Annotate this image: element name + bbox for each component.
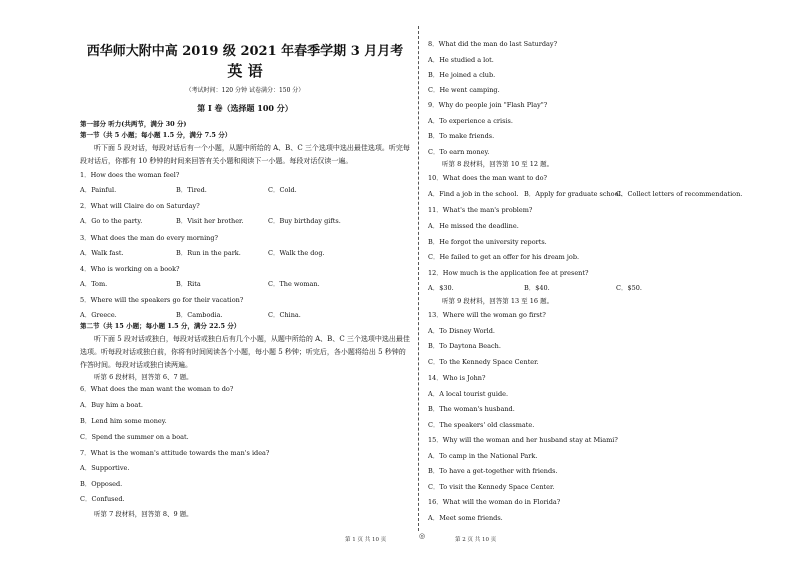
q4-option-b: B．Rita xyxy=(176,280,201,288)
q5-stem: 5．Where will the speakers go for their vacation? xyxy=(80,296,244,304)
q9-stem: 9．Why do people join "Flash Play"? xyxy=(428,101,548,109)
q16-option-a: A．Meet some friends. xyxy=(428,514,503,522)
q10-stem: 10．What does the man want to do? xyxy=(428,174,547,182)
q8-option-a: A．He studied a lot. xyxy=(428,56,494,64)
q12-option-a: A．$30. xyxy=(428,284,454,292)
q8-option-b: B．He joined a club. xyxy=(428,71,496,79)
listen-6-instruction: 听第 6 段材料，回答第 6、7 题。 xyxy=(94,373,193,381)
q2-option-a: A．Go to the party. xyxy=(80,217,143,225)
q3-option-a: A．Walk fast. xyxy=(80,249,124,257)
section2-subheading: 第二节（共 15 小题；每小题 1.5 分，满分 22.5 分） xyxy=(80,322,241,330)
q11-option-a: A．He missed the deadline. xyxy=(428,222,519,230)
q13-stem: 13．Where will the woman go first? xyxy=(428,311,546,319)
q4-option-c: C．The woman. xyxy=(268,280,320,288)
listen-7-instruction: 听第 7 段材料，回答第 8、9 题。 xyxy=(94,510,193,518)
q2-option-c: C．Buy birthday gifts. xyxy=(268,217,341,225)
section2-instructions: 听下面 5 段对话或独白，每段对话或独白后有几个小题，从题中所给的 A、B、C 三个选项中选出最佳选项。听每段对话或独白前，你将有时间阅读各个小题，每小题 5 秒钟；听完后，各小题将给出 5 秒钟的作答时间。每段对话或独白读两遍。 xyxy=(80,335,410,369)
q9-option-c: C．To earn money. xyxy=(428,148,490,156)
q3-stem: 3．What does the man do every morning? xyxy=(80,234,219,242)
q7-stem: 7．What is the woman's attitude towards the man's idea? xyxy=(80,449,270,457)
q5-option-b: B．Cambodia. xyxy=(176,311,223,319)
q11-option-c: C．He failed to get an offer for his dream job. xyxy=(428,253,580,261)
q15-option-c: C．To visit the Kennedy Space Center. xyxy=(428,483,555,491)
q13-option-c: C．To the Kennedy Space Center. xyxy=(428,358,539,366)
q4-stem: 4．Who is working on a book? xyxy=(80,265,180,273)
q12-option-b: B．$40. xyxy=(524,284,550,292)
q10-option-c: C．Collect letters of recommendation. xyxy=(616,190,743,198)
q1-option-b: B．Tired. xyxy=(176,186,207,194)
q10-option-b: B．Apply for graduate school. xyxy=(524,190,623,198)
left-page-number: 第 1 页 共 10 页 xyxy=(345,537,387,543)
q15-option-a: A．To camp in the National Park. xyxy=(428,452,538,460)
q1-option-a: A．Painful. xyxy=(80,186,117,194)
q8-option-c: C．He went camping. xyxy=(428,86,500,94)
q10-option-a: A．Find a job in the school. xyxy=(428,190,519,198)
q11-stem: 11．What's the man's problem? xyxy=(428,206,533,214)
q9-option-a: A．To experience a crisis. xyxy=(428,117,513,125)
q13-option-a: A．To Disney World. xyxy=(428,327,495,335)
exam-info: （考试时间：120 分钟 试卷满分：150 分） xyxy=(185,87,305,94)
q14-option-b: B．The woman's husband. xyxy=(428,405,515,413)
q14-stem: 14．Who is John? xyxy=(428,374,486,382)
right-page-number: 第 2 页 共 10 页 xyxy=(455,537,497,543)
q6-option-a: A．Buy him a boat. xyxy=(80,401,143,409)
q5-option-c: C．China. xyxy=(268,311,301,319)
q3-option-c: C．Walk the dog. xyxy=(268,249,325,257)
q1-option-c: C．Cold. xyxy=(268,186,297,194)
q4-option-a: A．Tom. xyxy=(80,280,108,288)
q15-option-b: B．To have a get-together with friends. xyxy=(428,467,558,475)
q5-option-a: A．Greece. xyxy=(80,311,117,319)
q16-stem: 16．What will the woman do in Florida? xyxy=(428,498,561,506)
center-mark-icon: ◎ xyxy=(419,532,426,540)
column-divider xyxy=(418,26,420,531)
listen-8-instruction: 听第 8 段材料，回答第 10 至 12 题。 xyxy=(442,160,554,168)
q6-stem: 6．What does the man want the woman to do? xyxy=(80,385,234,393)
q9-option-b: B．To make friends. xyxy=(428,132,495,140)
q3-option-b: B．Run in the park. xyxy=(176,249,241,257)
section1-instructions: 听下面 5 段对话，每段对话后有一个小题，从题中所给的 A、B、C 三个选项中选出最佳选项。听完每段对话后，你都有 10 秒钟的时间来回答有关小题和阅读下一小题。每段对话仅读一遍。 xyxy=(80,144,410,165)
q2-option-b: B．Visit her brother. xyxy=(176,217,244,225)
q13-option-b: B．To Daytona Beach. xyxy=(428,342,501,350)
q14-option-c: C．The speakers' old classmate. xyxy=(428,421,535,429)
part-title: 第 I 卷（选择题 100 分） xyxy=(197,103,293,113)
q15-stem: 15．Why will the woman and her husband stay at Miami? xyxy=(428,436,618,444)
section1-subheading: 第一节（共 5 小题；每小题 1.5 分，满分 7.5 分） xyxy=(80,131,232,139)
q7-option-c: C．Confused. xyxy=(80,495,125,503)
q1-stem: 1．How does the woman feel? xyxy=(80,171,180,179)
q7-option-b: B．Opposed. xyxy=(80,480,123,488)
q11-option-b: B．He forgot the university reports. xyxy=(428,238,547,246)
q8-stem: 8．What did the man do last Saturday? xyxy=(428,40,558,48)
q6-option-b: B．Lend him some money. xyxy=(80,417,167,425)
q2-stem: 2．What will Claire do on Saturday? xyxy=(80,202,200,210)
q12-option-c: C．$50. xyxy=(616,284,642,292)
section1-heading: 第一部分 听力(共两节，满分 30 分) xyxy=(80,120,187,128)
q14-option-a: A．A local tourist guide. xyxy=(428,390,509,398)
q12-stem: 12．How much is the application fee at present? xyxy=(428,269,589,277)
q6-option-c: C．Spend the summer on a boat. xyxy=(80,433,189,441)
listen-9-instruction: 听第 9 段材料，回答第 13 至 16 题。 xyxy=(442,297,554,305)
q7-option-a: A．Supportive. xyxy=(80,464,130,472)
exam-title: 西华师大附中高 2019 级 2021 年春季学期 3 月月考 xyxy=(86,44,404,59)
subject-title: 英 语 xyxy=(227,62,263,80)
